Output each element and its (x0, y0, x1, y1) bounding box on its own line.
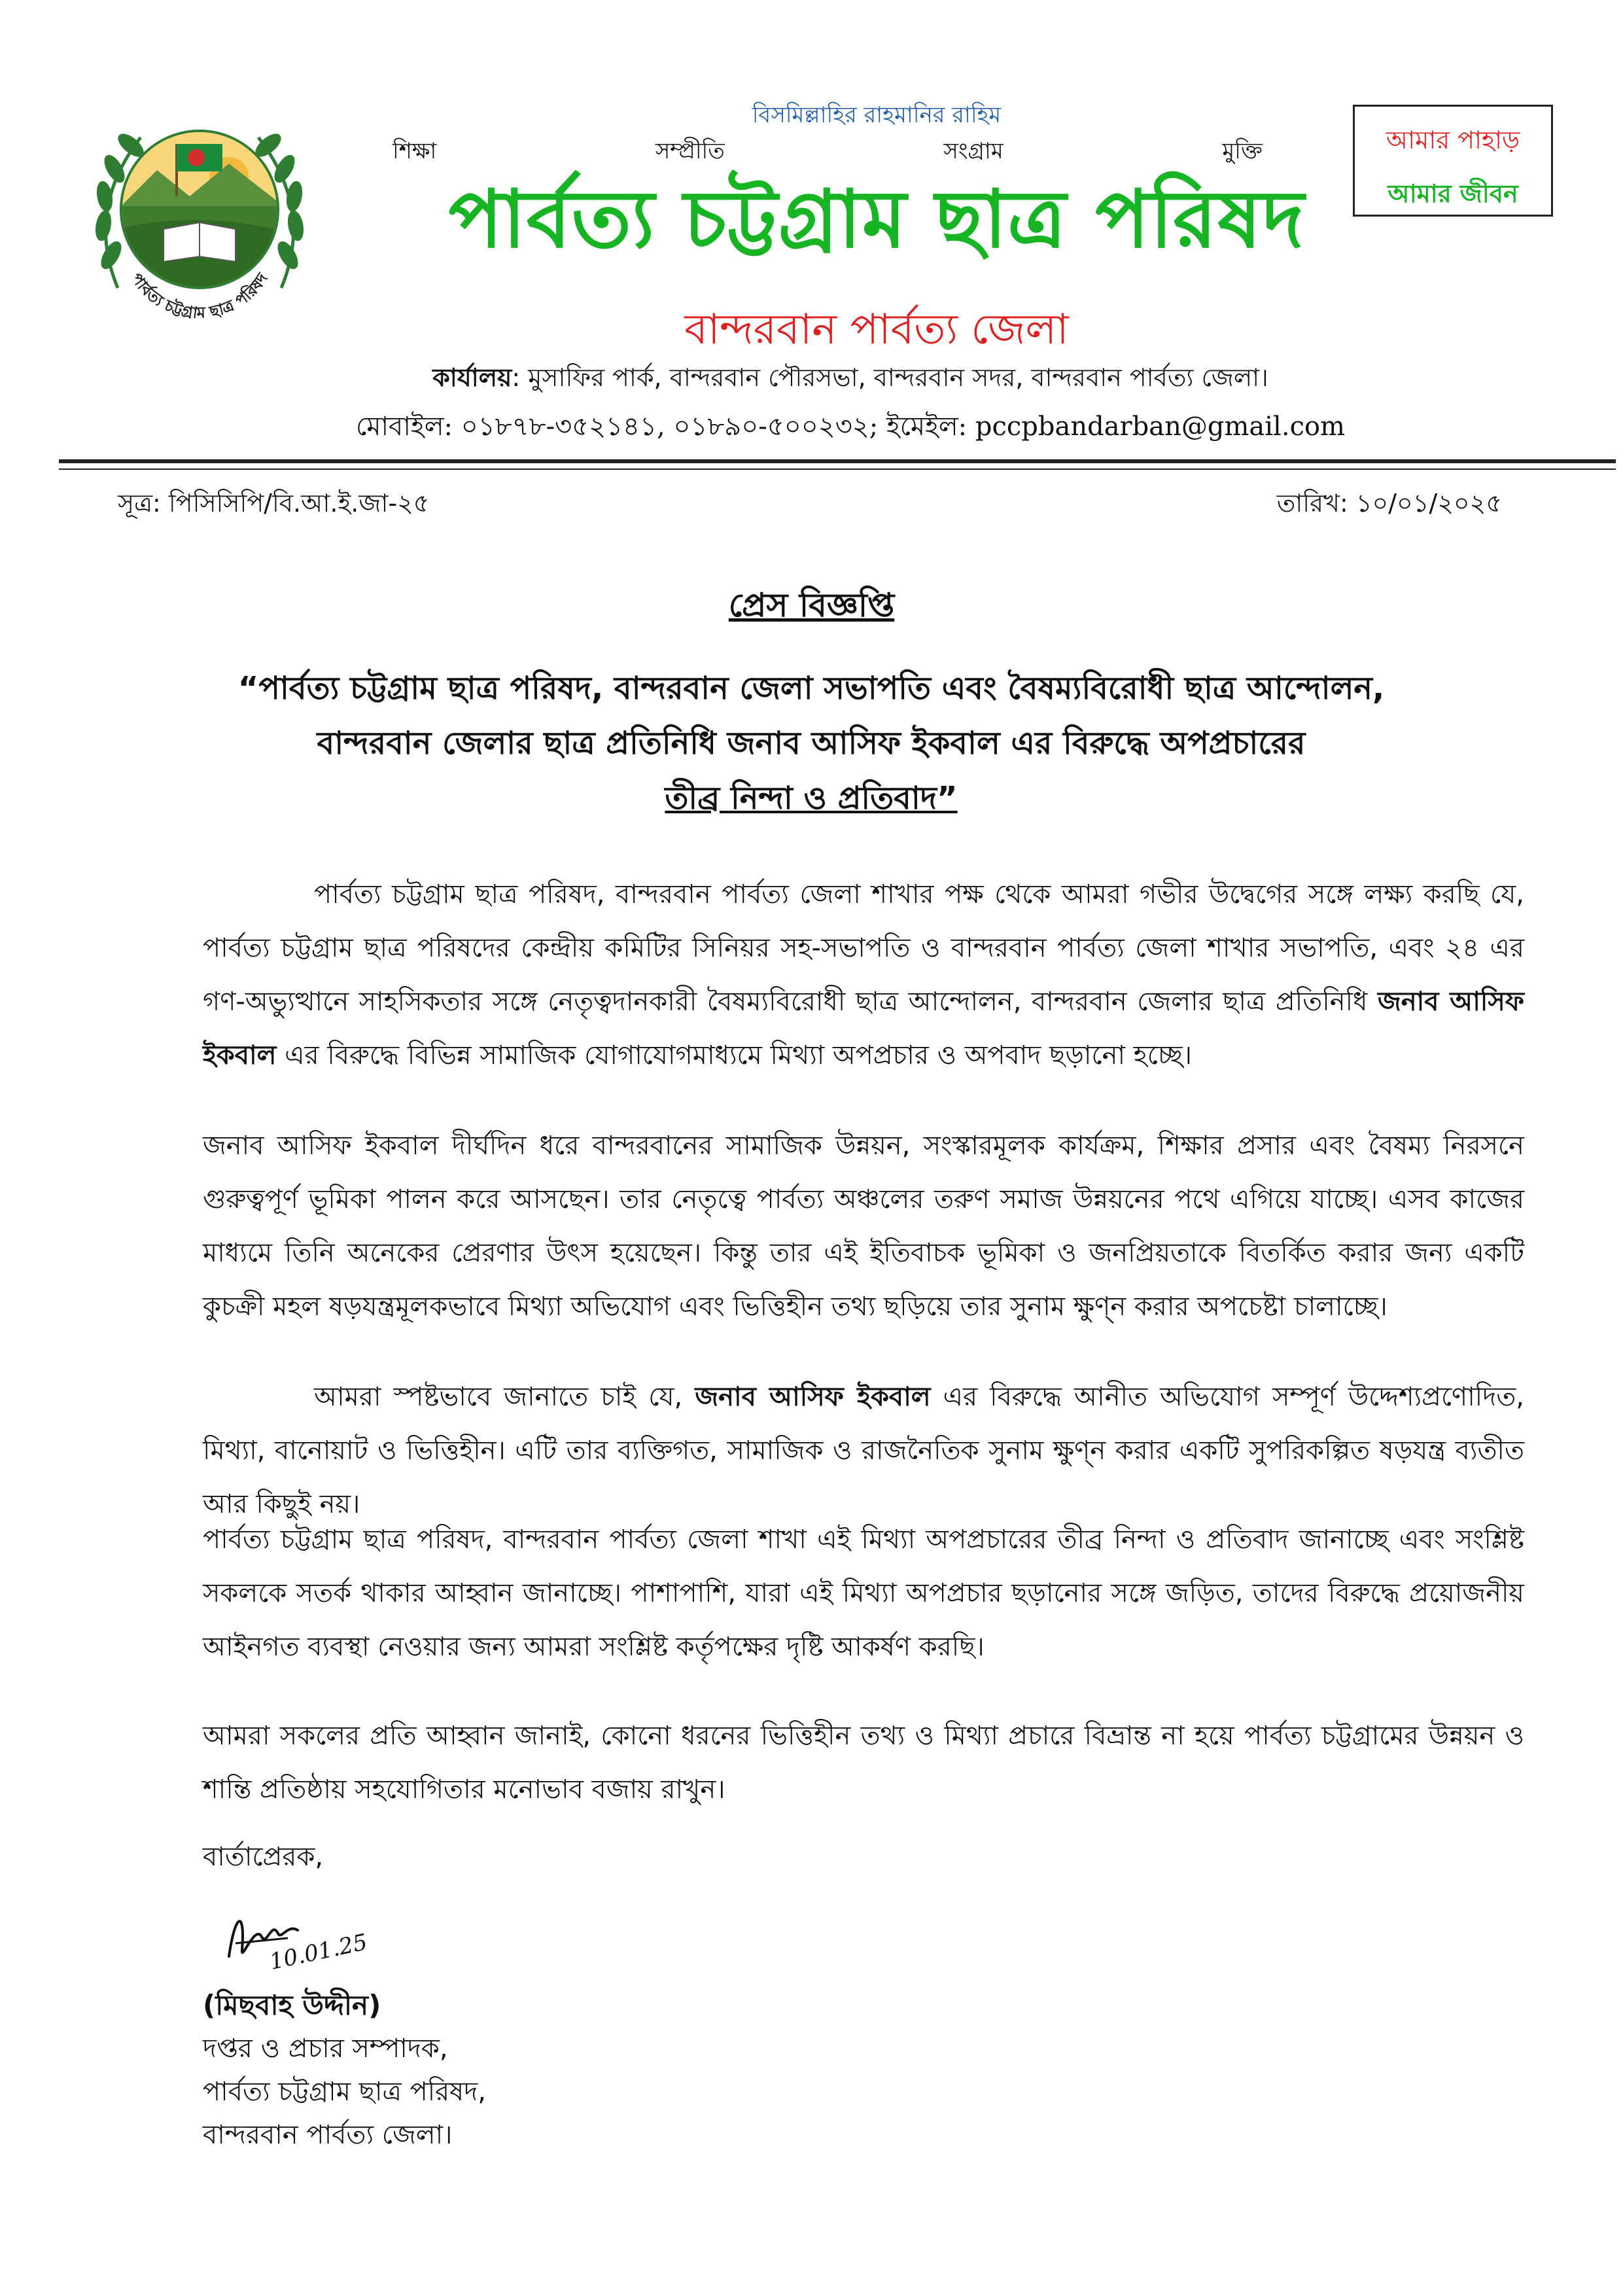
paragraph-text: এর বিরুদ্ধে আনীত অভিযোগ সম্পূর্ণ উদ্দেশ্যপ্রণোদিত, মিথ্যা, বানোয়াট ও ভিত্তিহীন। এটি তার ব্যক্তিগত, সামাজিক ও রাজনৈতিক সুনাম ক্ষুণ্ন করার একটি সুপরিকল্পিত ষড়যন্ত্র ব্যতীত আর কিছুই নয়। (203, 1382, 1524, 1519)
contact-line: মোবাইল: ০১৮৭৮-৩৫২১৪১, ০১৮৯০-৫০০২৩২; ইমেইল: pccpbandarban@gmail.com (356, 412, 1345, 442)
highlighted-name: জনাব আসিফ ইকবাল (203, 987, 1524, 1070)
signatory-title-line: দপ্তর ও প্রচার সম্পাদক, (203, 2034, 448, 2064)
headline (164, 661, 1459, 826)
office-address (262, 359, 1439, 400)
motto-word: মুক্তি (1222, 138, 1263, 164)
motto-word: সংগ্রাম (943, 138, 1003, 164)
signatory-name: (মিছবাহ উদ্দীন) (203, 1989, 381, 2021)
svg-text:পার্বত্য চট্টগ্রাম ছাত্র পরিষদ: পার্বত্য চট্টগ্রাম ছাত্র পরিষদ (127, 270, 271, 323)
motto-word: শিক্ষা (393, 138, 437, 164)
slogan-box (1353, 105, 1553, 217)
organization-logo (79, 98, 321, 340)
handwritten-signature (216, 1898, 386, 1983)
office-address-text: : মুসাফির পার্ক, বান্দরবান পৌরসভা, বান্দরবান সদর, বান্দরবান পার্বত্য জেলা। (512, 363, 1268, 392)
document-date: তারিখ: ১০/০১/২০২৫ (1276, 489, 1502, 518)
motto-word: সম্প্রীতি (655, 138, 725, 164)
bismillah-text: বিসমিল্লাহির রাহমানির রাহিম (752, 102, 1002, 128)
sender-label: বার্তাপ্রেরক, (203, 1842, 324, 1872)
press-release-title: প্রেস বিজ্ঞপ্তি (728, 586, 895, 624)
svg-text:10.01.25: 10.01.25 (267, 1929, 370, 1975)
highlighted-name: জনাব আসিফ ইকবাল (695, 1382, 931, 1412)
paragraph-5: আমরা সকলের প্রতি আহ্বান জানাই, কোনো ধরনের ভিত্তিহীন তথ্য ও মিথ্যা প্রচারে বিভ্রান্ত না হয়ে পার্বত্য চট্টগ্রামের উন্নয়ন ও শান্তি প্রতিষ্ঠায় সহযোগিতার মনোভাব বজায় রাখুন। (203, 1721, 1524, 1805)
header-divider-thin (59, 468, 1616, 470)
office-label: কার্যালয় (432, 363, 512, 392)
paragraph-text: এর বিরুদ্ধে বিভিন্ন সামাজিক যোগাযোগমাধ্যমে মিথ্যা অপপ্রচার ও অপবাদ ছড়ানো হচ্ছে। (276, 1040, 1193, 1070)
header-divider-thick (59, 459, 1616, 463)
district-subtitle: বান্দরবান পার্বত্য জেলা (684, 306, 1069, 354)
signatory-title (203, 2027, 486, 2157)
headline-line-3: তীব্র নিন্দা ও প্রতিবাদ” (665, 780, 958, 817)
signatory-title-line: পার্বত্য চট্টগ্রাম ছাত্র পরিষদ, (203, 2077, 486, 2107)
headline-line-2: বান্দরবান জেলার ছাত্র প্রতিনিধি জনাব আসিফ ইকবাল এর বিরুদ্ধে অপপ্রচারের (317, 725, 1306, 762)
headline-line-1: “পার্বত্য চট্টগ্রাম ছাত্র পরিষদ, বান্দরবান জেলা সভাপতি এবং বৈষম্যবিরোধী ছাত্র আন্দোলন, (237, 670, 1385, 707)
signatory-title-line: বান্দরবান পার্বত্য জেলা। (203, 2120, 453, 2150)
paragraph-4: পার্বত্য চট্টগ্রাম ছাত্র পরিষদ, বান্দরবান পার্বত্য জেলা শাখা এই মিথ্যা অপপ্রচারের তীব্র নিন্দা ও প্রতিবাদ জানাচ্ছে এবং সংশ্লিষ্ট সকলকে সতর্ক থাকার আহ্বান জানাচ্ছে। পাশাপাশি, যারা এই মিথ্যা অপপ্রচার ছড়ানোর সঙ্গে জড়িত, তাদের বিরুদ্ধে প্রয়োজনীয় আইনগত ব্যবস্থা নেওয়ার জন্য আমরা সংশ্লিষ্ট কর্তৃপক্ষের দৃষ্টি আকর্ষণ করছি। (203, 1525, 1524, 1662)
paragraph-text: আমরা স্পষ্টভাবে জানাতে চাই যে, (314, 1382, 695, 1412)
paragraph-1 (203, 868, 1524, 1082)
slogan-line-1: আমার পাহাড় (1386, 126, 1520, 154)
slogan-line-2: আমার জীবন (1387, 179, 1518, 208)
paragraph-2: জনাব আসিফ ইকবাল দীর্ঘদিন ধরে বান্দরবানের সামাজিক উন্নয়ন, সংস্কারমূলক কার্যক্রম, শিক্ষার প্রসার এবং বৈষম্য নিরসনে গুরুত্বপূর্ণ ভূমিকা পালন করে আসছেন। তার নেতৃত্বে পার্বত্য অঞ্চলের তরুণ সমাজ উন্নয়নের পথে এগিয়ে যাচ্ছে। এসব কাজের মাধ্যমে তিনি অনেকের প্রেরণার উৎস হয়েছেন। কিন্তু তার এই ইতিবাচক ভূমিকা ও জনপ্রিয়তাকে বিতর্কিত করার জন্য একটি কুচক্রী মহল ষড়যন্ত্রমূলকভাবে মিথ্যা অভিযোগ এবং ভিত্তিহীন তথ্য ছড়িয়ে তার সুনাম ক্ষুণ্ন করার অপচেষ্টা চালাচ্ছে। (203, 1131, 1524, 1322)
paragraph-text: পার্বত্য চট্টগ্রাম ছাত্র পরিষদ, বান্দরবান পার্বত্য জেলা শাখার পক্ষ থেকে আমরা গভীর উদ্বেগের সঙ্গে লক্ষ্য করছি যে, পার্বত্য চট্টগ্রাম ছাত্র পরিষদের কেন্দ্রীয় কমিটির সিনিয়র সহ-সভাপতি ও বান্দরবান পার্বত্য জেলা শাখার সভাপতি, এবং ২৪ এর গণ-অভ্যুত্থানে সাহসিকতার সঙ্গে নেতৃত্বদানকারী বৈষম্যবিরোধী ছাত্র আন্দোলন, বান্দরবান জেলার ছাত্র প্রতিনিধি (203, 879, 1524, 1017)
paragraph-3 (203, 1370, 1524, 1531)
organization-title: পার্বত্য চট্টগ্রাম ছাত্র পরিষদ (448, 173, 1305, 266)
reference-number: সূত্র: পিসিসিপি/বি.আ.ই.জা-২৫ (118, 489, 430, 518)
motto-row (393, 134, 1263, 171)
